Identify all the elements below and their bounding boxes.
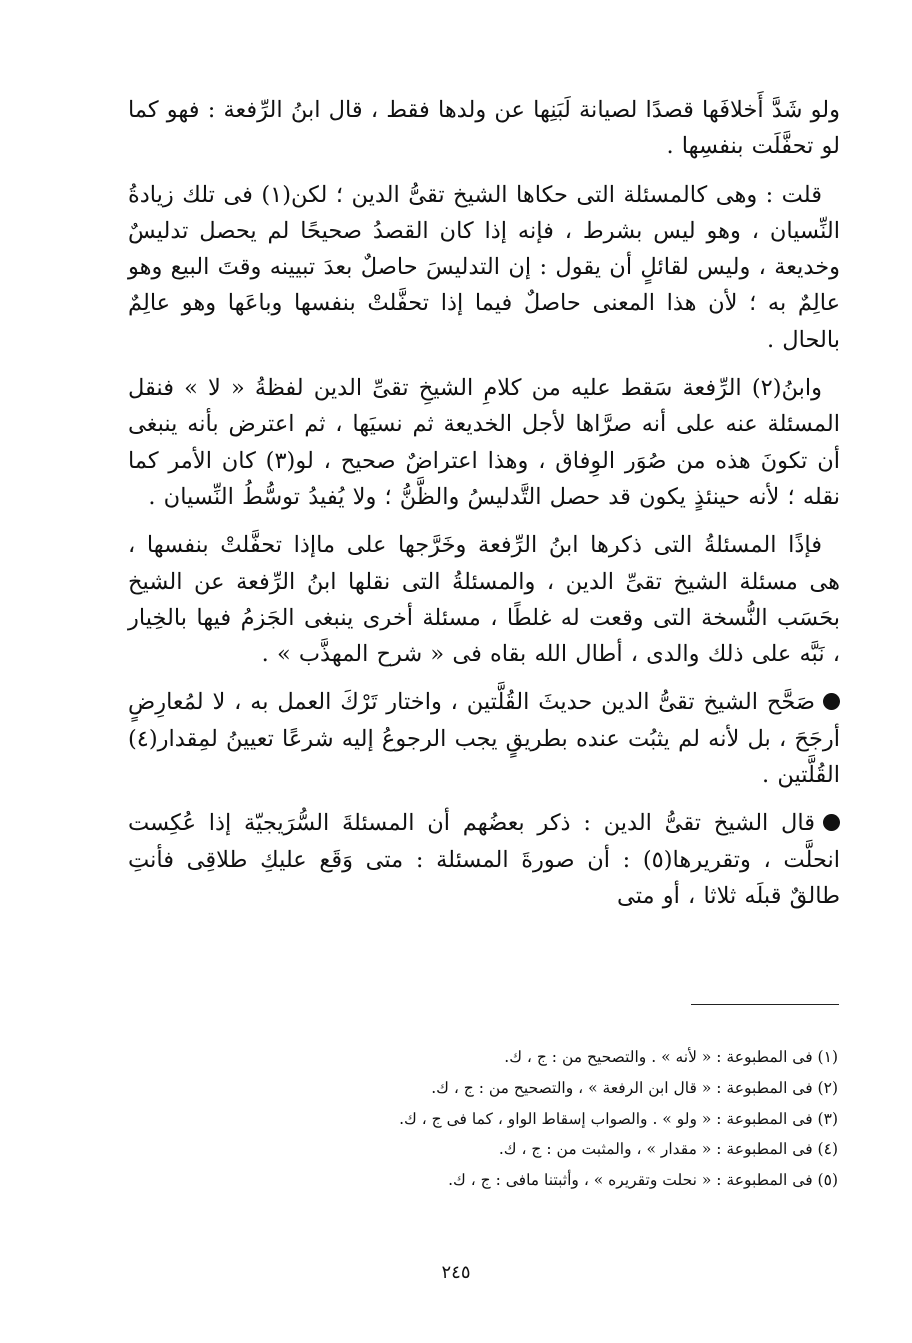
bullet-dot-icon [823,693,840,710]
paragraph-3: وابنُ(٢) الرِّفعة سَقط عليه من كلامِ الشيخِ تقىِّ الدين لفظةُ « لا » فنقل المسئلة عنه على أنه صرَّاها لأجل الخديعة ثم نسيَها ، ثم اعترض بأنه ينبغى أن تكونَ هذه من صُوَر الوِفاق ، وهذا اعتراضٌ صحيح ، لو(٣) كان الأمر كما نقله ؛ لأنه حينئذٍ يكون قد حصل التَّدليسُ والظَّنُّ ؛ ولا يُفيدُ توسُّطُ النِّسيان . [128,375,841,510]
bullet-paragraph-1 [128,684,840,793]
bullet-dot-icon [823,814,840,831]
bullet-paragraph-2-text: قال الشيخ تقىُّ الدين : ذكر بعضُهم أن المسئلةَ السُّرَيجيّة إذا عُكِست انحلَّت ، وتقريرها(٥) : أن صورةَ المسئلة : متى وَقَع عليكِ طلاقِى فأنتِ طالقٌ قبلَه ثلاثا ، أو متى [128,810,840,909]
footnote-5: (٥) فى المطبوعة : « نحلت وتقريره » ، وأثبتنا مافى : ج ، ك. [448,1171,838,1190]
paragraph-1: ولو شَدَّ أَخلافَها قصدًا لصيانة لَبَنِها عن ولدها فقط ، قال ابنُ الرِّفعة : فهو كما لو تحفَّلَت بنفسِها . [128,97,840,160]
paragraph-4: فإذًا المسئلةُ التى ذكرها ابنُ الرِّفعة وخَرَّجها على ماإذا تحفَّلتْ بنفسها ، هى مسئلة الشيخ تقىِّ الدين ، والمسئلةُ التى نقلها ابنُ الرِّفعة عن الشيخ بحَسَب النُّسخة التى وقعت له غلطًا ، مسئلة أخرى ينبغى الجَزمُ فيها بالخِيار ، نَبَّه على ذلك والدى ، أطال الله بقاه فى « شرح المهذَّب » . [128,532,840,668]
footnote-2: (٢) فى المطبوعة : « قال ابن الرفعة » ، والتصحيح من : ج ، ك. [431,1078,838,1097]
footnotes [140,1042,838,1196]
paragraph-2: قلت : وهى كالمسئلة التى حكاها الشيخ تقىُّ الدين ؛ لكن(١) فى تلك زيادةُ النِّسيان ، وهو ليس بشرط ، فإنه إذا كان القصدُ صحيحًا لم يحصل تدليسٌ وخديعة ، وليس لقائلٍ أن يقول : إن التدليسَ حاصلٌ بعدَ تبيينه وقتَ البيع وهو عالِمٌ به ؛ لأن هذا المعنى حاصلٌ فيما إذا تحفَّلتْ بنفسها وباعَها وهو عالِمٌ بالحال . [128,181,840,353]
footnote-3: (٣) فى المطبوعة : « ولو » . والصواب إسقاط الواو ، كما فى ج ، ك. [399,1109,838,1128]
footnote-4: (٤) فى المطبوعة : « مقدار » ، والمثبت من : ج ، ك. [498,1140,838,1159]
footnote-1: (١) فى المطبوعة : « لأنه » . والتصحيح من : ج ، ك. [504,1048,838,1066]
footnote-separator-rule [691,1004,839,1005]
bullet-paragraph-1-text: صَحَّح الشيخ تقىُّ الدين حديثَ القُلَّتين ، واختار تَرْكَ العمل به ، لا لمُعارِضٍ أرجَحَ ، بل لأنه لم يثبُت عنده بطريقٍ يجب الرجوعُ إليه شرعًا تعيينُ لمِقدار(٤) القُلَّتين . [128,689,840,789]
page-number: ٢٤٥ [441,1262,471,1283]
bullet-paragraph-2 [128,805,840,914]
main-text-body [128,92,840,914]
